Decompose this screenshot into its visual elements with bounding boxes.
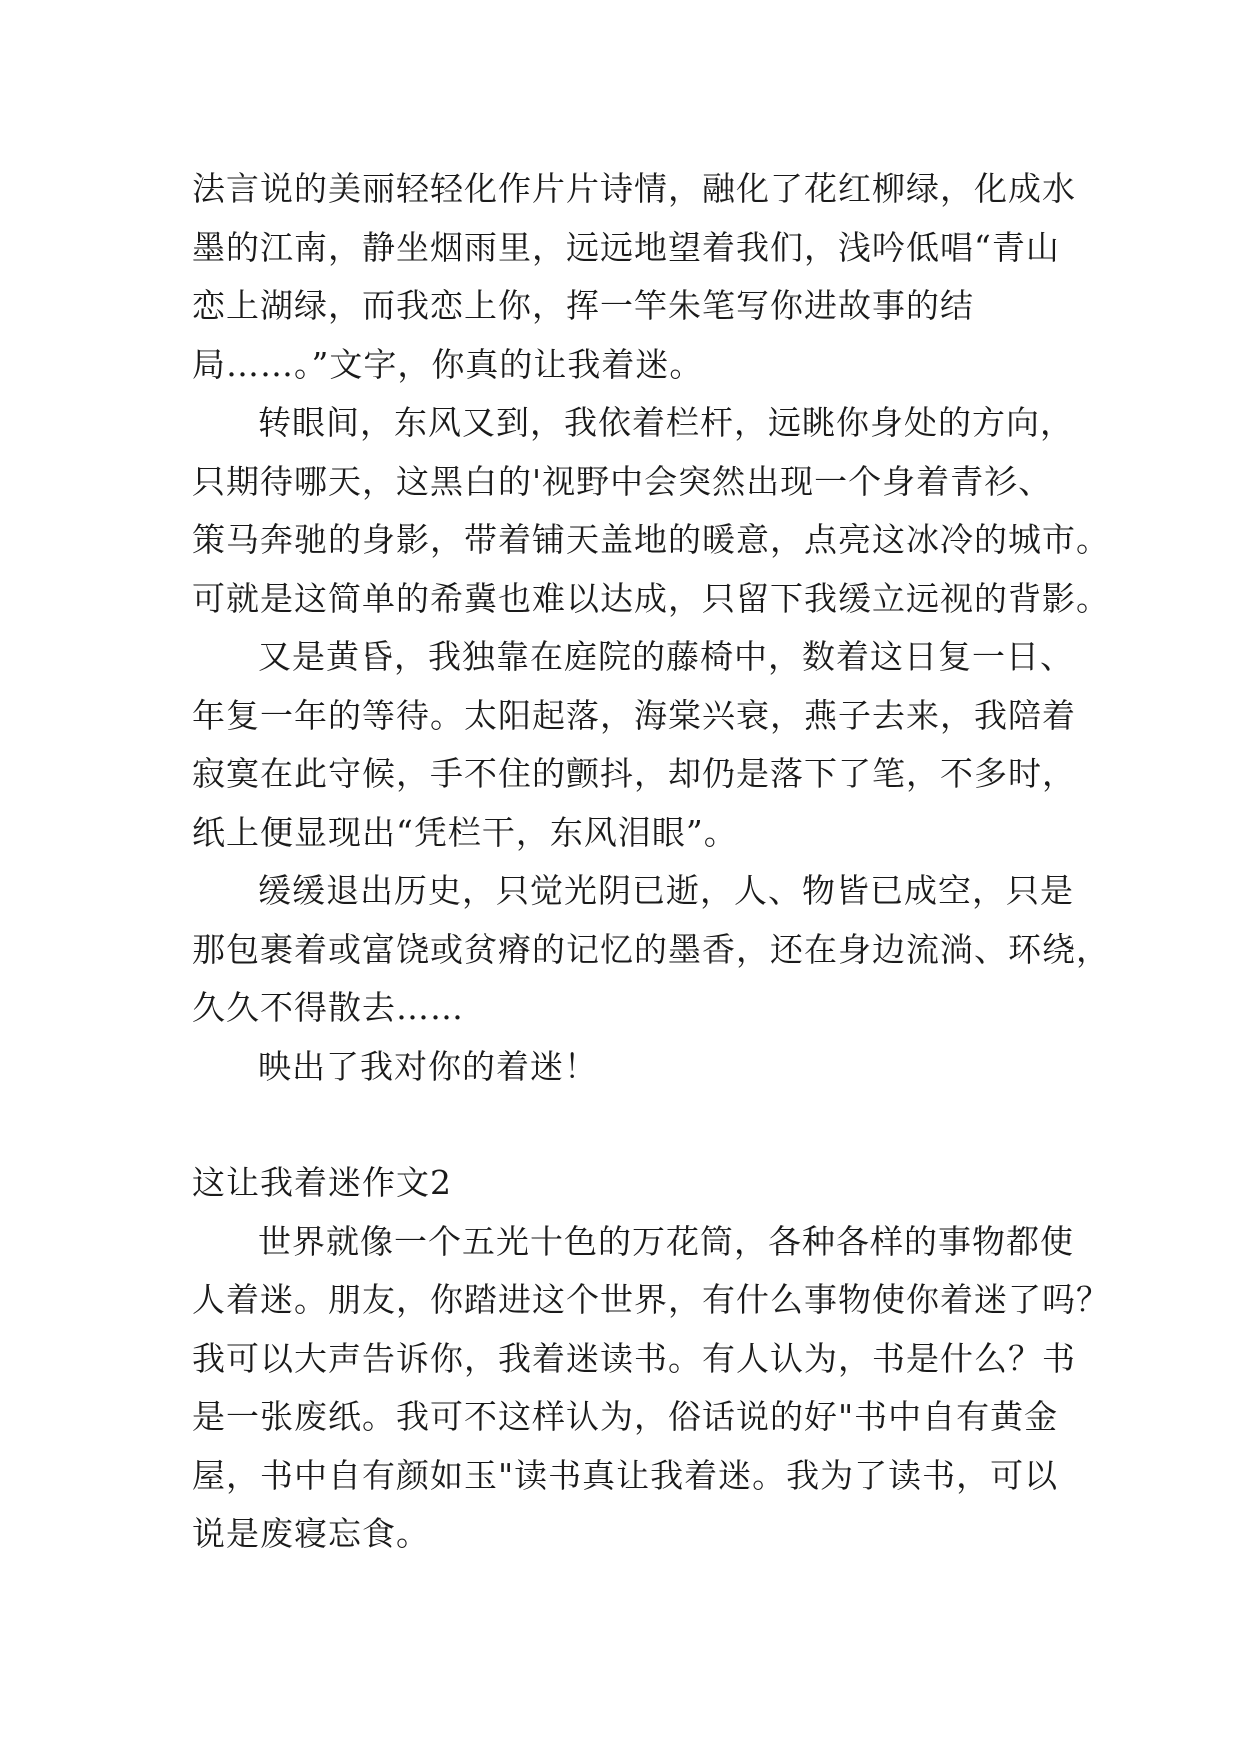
text-line: 转眼间，东风又到，我依着栏杆，远眺你身处的方向， [258,403,1074,442]
section-spacer [192,1096,1062,1154]
paragraph [192,1213,1110,1564]
text-line: 恋上湖绿，而我恋上你，挥一竿朱笔写你进故事的结 [192,286,974,325]
paragraph [192,160,1076,394]
text-line: 缓缓退出历史，只觉光阴已逝，人、物皆已成空，只是 [258,871,1074,910]
document-body [192,160,1110,1564]
text-line: 屋，书中自有颜如玉"读书真让我着迷。我为了读书，可以 [192,1455,1059,1495]
paragraph [192,1038,1062,1097]
text-line: 局……。”文字，你真的让我着迷。 [192,344,704,384]
paragraph [192,862,1110,1038]
text-line: 说是废寝忘食。 [192,1514,430,1553]
paragraph [192,628,1076,862]
text-line: 只期待哪天，这黑白的'视野中会突然出现一个身着青衫、 [192,461,1053,501]
text-line: 寂寞在此守候，手不住的颤抖，却仍是落下了笔，不多时， [192,754,1076,793]
text-line: 那包裹着或富饶或贫瘠的记忆的墨香，还在身边流淌、环绕， [192,929,1110,969]
text-line: 又是黄昏，我独靠在庭院的藤椅中，数着这日复一日、 [258,637,1074,676]
text-line: 策马奔驰的身影，带着铺天盖地的暖意，点亮这冰冷的城市。 [192,520,1110,559]
text-line: 世界就像一个五光十色的万花筒，各种各样的事物都使 [258,1221,1074,1261]
paragraph [192,394,1110,628]
text-line: 是一张废纸。我可不这样认为，俗话说的好"书中自有黄金 [192,1397,1059,1436]
text-line: 法言说的美丽轻轻化作片片诗情，融化了花红柳绿，化成水 [192,169,1076,208]
section-title: 这让我着迷作文2 [192,1163,452,1202]
text-line: 可就是这简单的希冀也难以达成，只留下我缓立远视的背影。 [192,578,1110,618]
text-line: 纸上便显现出“凭栏干，东风泪眼”。 [192,812,738,852]
text-line: 映出了我对你的着迷！ [258,1046,598,1086]
text-line: 墨的江南，静坐烟雨里，远远地望着我们，浅吟低唱“青山 [192,227,1060,267]
text-line: 久久不得散去…… [192,988,464,1027]
text-line: 我可以大声告诉你，我着迷读书。有人认为，书是什么？书 [192,1338,1076,1378]
text-line: 年复一年的等待。太阳起落，海棠兴衰，燕子去来，我陪着 [192,695,1076,735]
text-line: 人着迷。朋友，你踏进这个世界，有什么事物使你着迷了吗？ [192,1280,1110,1319]
